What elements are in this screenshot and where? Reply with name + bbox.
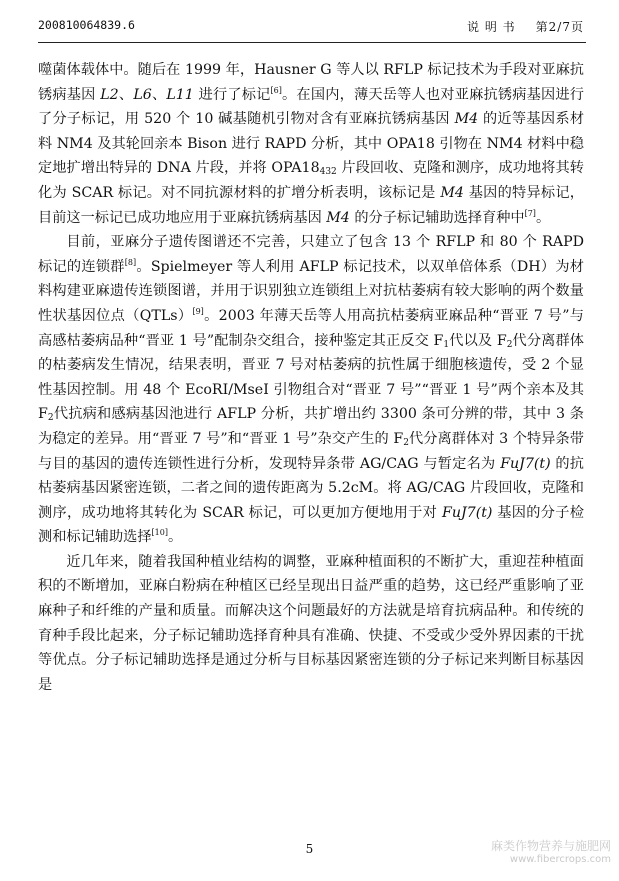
- patent-number: 200810064839.6: [38, 18, 135, 32]
- paragraph-2: 目前，亚麻分子遗传图谱还不完善，只建立了包含 13 个 RFLP 和 80 个 RAPD 标记的连锁群[8]。Spielmeyer 等人利用 AFLP 标记技术，以双单倍体系（DH）为材料构建亚麻遗传连锁图谱，并用于识别独立连锁组上对抗枯萎病有较大影响的两个数量性状基因位点（QTLs）[9]。2003 年薄天岳等人用高抗枯萎病亚麻品种“晋亚 7 号”与高感枯萎病品种“晋亚 1 号”配制杂交组合，接种鉴定其正反交 $F_1$代以及 $F_2$代分离群体的枯萎病发生情况，结果表明，晋亚 7 号对枯萎病的抗性属于细胞核遗传，受 2 个显性基因控制。用 48 个 EcoRI/MseI 引物组合对“晋亚 7 号”“晋亚 1 号”两个亲本及其 $F_2$代抗病和感病基因池进行 AFLP 分析，共扩增出约 3300 条可分辨的带，其中 3 条为稳定的差异。用“晋亚 7 号”和“晋亚 1 号”杂交产生的 $F_2$代分离群体对 3 个特异条带与目的基因的遗传连锁性进行分析，发现特异条带 AG/CAG 与暂定名为 FuJ7(t) 的抗枯萎病基因紧密连锁，二者之间的遗传距离为 5.2cM。将 AG/CAG 片段回收，克隆和测序，成功地将其转化为 SCAR 标记，可以更加方便地用于对 FuJ7(t) 基因的分子检测和标记辅助选择[10]。: [38, 234, 584, 546]
- watermark-site: www.fibercrops.com: [509, 854, 611, 865]
- watermark: [491, 839, 611, 867]
- paragraph-1: 噬菌体载体中。随后在 1999 年，Hausner G 等人以 RFLP 标记技术为手段对亚麻抗锈病基因 L2、L6、L11 进行了标记[6]。在国内，薄天岳等人也对亚麻抗锈病基因进行了分子标记，用 520 个 10 碱基随机引物对含有亚麻抗锈病基因 M4 的近等基因系材料 NM4 及其轮回亲本 Bison 进行 RAPD 分析，其中 OPA18 引物在 NM4 材料中稳定地扩增出特异的 DNA 片段，并将 $OPA18_{432}$ 片段回收、克隆和测序，成功地将其转化为 SCAR 标记。对不同抗源材料的扩增分析表明，该标记是 M4 基因的特异标记，目前这一标记已成功地应用于亚麻抗锈病基因 M4 的分子标记辅助选择育种中[7]。: [38, 62, 585, 226]
- watermark-title: 麻类作物营养与施肥网: [490, 839, 611, 853]
- header-rule: [38, 42, 586, 43]
- page-number: 5: [305, 842, 314, 856]
- paragraph-3: 近几年来，随着我国种植业结构的调整，亚麻种植面积的不断扩大，重迎茬种植面积的不断增加，亚麻白粉病在种植区已经呈现出日益严重的趋势，这已经严重影响了亚麻种子和纤维的产量和质量。而解决这个问题最好的方法就是培育抗病品种。和传统的育种手段比起来，分子标记辅助选择育种具有准确、快捷、不受或少受外界因素的干扰等优点。分子标记辅助选择是通过分析与目标基因紧密连锁的分子标记来判断目标基因是: [38, 553, 584, 693]
- page-header: [38, 18, 584, 40]
- document-type: 说 明 书: [467, 20, 516, 34]
- body-text: [38, 58, 584, 697]
- page-info: 第2/7页: [535, 20, 584, 34]
- header-right: [467, 18, 584, 35]
